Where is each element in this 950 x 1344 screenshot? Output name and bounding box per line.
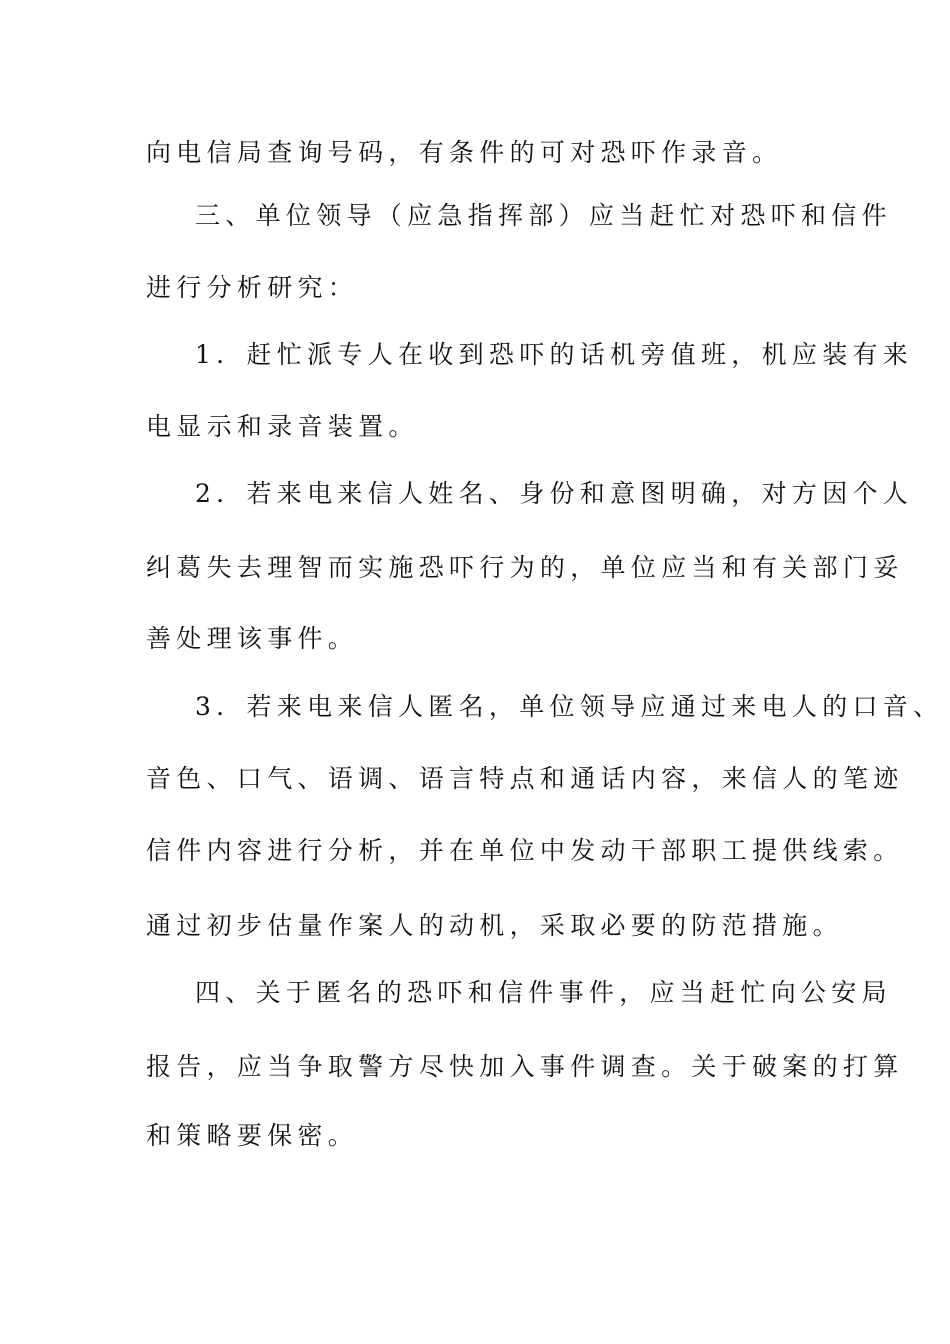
- text-line-14: 报告，应当争取警方尽快加入事件调查。关于破案的打算: [146, 1052, 904, 1081]
- text-line-2: 三、单位领导（应急指挥部）应当赶忙对恐吓和信件: [195, 201, 892, 230]
- text-line-11: 信件内容进行分析，并在单位中发动干部职工提供线索。: [146, 836, 904, 865]
- text-line-1: 向电信局查询号码，有条件的可对恐吓作录音。: [146, 138, 783, 167]
- text-line-7: 纠葛失去理智而实施恐吓行为的，单位应当和有关部门妥: [146, 553, 904, 582]
- text-line-12: 通过初步估量作案人的动机，采取必要的防范措施。: [146, 911, 843, 940]
- text-line-8: 善处理该事件。: [146, 624, 359, 653]
- text-line-9: 3．若来电来信人匿名，单位领导应通过来电人的口音、: [195, 692, 944, 721]
- text-line-10: 音色、口气、语调、语言特点和通话内容，来信人的笔迹: [146, 764, 904, 793]
- text-line-4: 1．赶忙派专人在收到恐吓的话机旁值班，机应装有来: [195, 340, 914, 369]
- text-line-6: 2．若来电来信人姓名、身份和意图明确，对方因个人: [195, 479, 914, 508]
- text-line-5: 电显示和录音装置。: [146, 412, 419, 441]
- text-line-15: 和策略要保密。: [146, 1121, 359, 1150]
- text-line-3: 进行分析研究：: [146, 273, 359, 302]
- text-line-13: 四、关于匿名的恐吓和信件事件，应当赶忙向公安局: [195, 978, 892, 1007]
